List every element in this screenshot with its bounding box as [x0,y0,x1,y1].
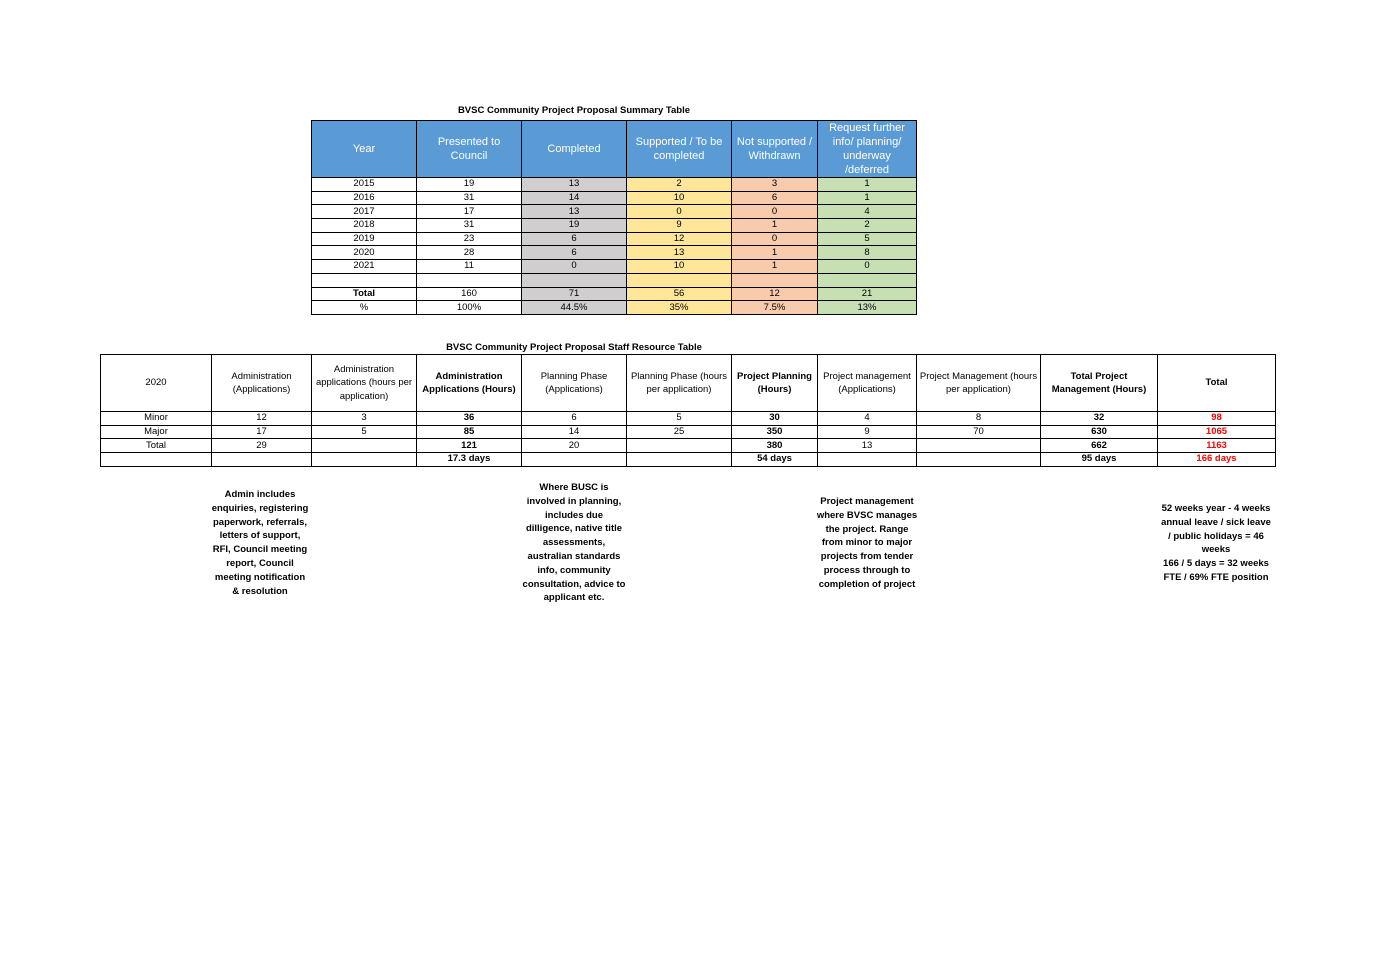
staff-row [101,425,1276,439]
summary-cell: 0 [732,205,818,219]
staff-cell: 17 [212,425,312,439]
staff-row [101,412,1276,426]
staff-table-title: BVSC Community Project Proposal Staff Resource Table [446,342,702,353]
staff-cell [627,439,732,453]
summary-cell: 2 [627,178,732,192]
summary-cell: 2 [818,219,917,233]
staff-header-pm-hours-per-app: Project Management (hours per application) [917,355,1041,412]
staff-cell: 14 [522,425,627,439]
summary-header-presented: Presented to Council [417,121,522,178]
summary-header-year: Year [312,121,417,178]
staff-cell: 54 days [732,453,818,467]
staff-header-row [101,355,1276,412]
summary-cell: 7.5% [732,301,818,315]
summary-header-not-supported: Not supported / Withdrawn [732,121,818,178]
summary-cell: 2016 [312,191,417,205]
summary-cell [522,273,627,287]
summary-row [312,260,917,274]
summary-cell: % [312,301,417,315]
staff-cell: 9 [818,425,917,439]
summary-cell [732,273,818,287]
summary-header-completed: Completed [522,121,627,178]
summary-row [312,205,917,219]
staff-cell: 3 [312,412,417,426]
staff-cell [627,453,732,467]
summary-cell: 17 [417,205,522,219]
summary-cell [818,273,917,287]
summary-cell: 13 [522,178,627,192]
summary-row [312,287,917,301]
staff-cell [312,453,417,467]
summary-cell: 4 [818,205,917,219]
summary-cell: 21 [818,287,917,301]
staff-cell [818,453,917,467]
project-management-note: Project management where BVSC manages the project. Range from minor to major projects from tender process through to completion of project [816,496,918,590]
staff-header-admin-applications: Administration (Applications) [212,355,312,412]
summary-cell: 5 [818,232,917,246]
summary-cell: 9 [627,219,732,233]
staff-cell: 36 [417,412,522,426]
staff-cell: 25 [627,425,732,439]
summary-cell: 0 [732,232,818,246]
staff-header-year: 2020 [101,355,212,412]
summary-cell: 8 [818,246,917,260]
staff-cell: 166 days [1158,453,1276,467]
staff-cell: 85 [417,425,522,439]
summary-cell: 1 [732,246,818,260]
staff-cell: 350 [732,425,818,439]
staff-cell [917,439,1041,453]
summary-cell: 12 [627,232,732,246]
summary-cell: 35% [627,301,732,315]
planning-note: Where BUSC is involved in planning, includes due dilligence, native title assessments, australian standards info, community consultation, advice to applicant etc. [522,482,626,604]
summary-cell: 13 [627,246,732,260]
summary-row [312,273,917,287]
summary-cell: 2020 [312,246,417,260]
summary-cell: 13% [818,301,917,315]
fte-note: 52 weeks year - 4 weeks annual leave / sick leave / public holidays = 46 weeks 166 / 5 days = 32 weeks FTE / 69% FTE position [1161,503,1271,583]
summary-row [312,219,917,233]
summary-cell: 0 [522,260,627,274]
staff-header-project-planning-hours: Project Planning (Hours) [732,355,818,412]
summary-cell: 31 [417,191,522,205]
staff-cell: 17.3 days [417,453,522,467]
staff-cell: 1065 [1158,425,1276,439]
summary-cell: 13 [522,205,627,219]
staff-cell [212,453,312,467]
summary-cell: 28 [417,246,522,260]
summary-cell: 0 [627,205,732,219]
staff-row [101,453,1276,467]
summary-cell: 10 [627,191,732,205]
summary-cell [312,273,417,287]
staff-cell: 12 [212,412,312,426]
staff-cell: 13 [818,439,917,453]
staff-resource-table [100,354,1276,467]
staff-cell [917,453,1041,467]
staff-cell: 70 [917,425,1041,439]
summary-table [311,120,917,315]
summary-cell: 2015 [312,178,417,192]
staff-header-planning-hours-per-app: Planning Phase (hours per application) [627,355,732,412]
summary-cell: 1 [732,219,818,233]
staff-cell [522,453,627,467]
staff-cell: 8 [917,412,1041,426]
summary-header-row [312,121,917,178]
staff-cell: 29 [212,439,312,453]
staff-cell: 4 [818,412,917,426]
summary-cell: 2019 [312,232,417,246]
staff-cell: 95 days [1041,453,1158,467]
summary-cell: 56 [627,287,732,301]
summary-cell: 6 [522,246,627,260]
staff-cell: Total [101,439,212,453]
staff-header-total-pm-hours: Total Project Management (Hours) [1041,355,1158,412]
summary-cell [417,273,522,287]
summary-row [312,301,917,315]
summary-cell: 0 [818,260,917,274]
summary-cell: 71 [522,287,627,301]
staff-cell: 662 [1041,439,1158,453]
summary-cell: 160 [417,287,522,301]
staff-cell: 6 [522,412,627,426]
staff-cell: 20 [522,439,627,453]
staff-cell: 121 [417,439,522,453]
summary-cell: 2021 [312,260,417,274]
summary-cell: 19 [417,178,522,192]
summary-cell: 31 [417,219,522,233]
admin-note: Admin includes enquiries, registering paperwork, referrals, letters of support, RFI, Council meeting report, Council meeting notification & resolution [211,489,309,597]
summary-cell: 11 [417,260,522,274]
summary-header-request: Request further info/ planning/ underway /deferred [818,121,917,178]
summary-cell: 3 [732,178,818,192]
staff-header-pm-applications: Project management (Applications) [818,355,917,412]
summary-cell: 12 [732,287,818,301]
summary-cell: 100% [417,301,522,315]
summary-cell: Total [312,287,417,301]
staff-cell: 1163 [1158,439,1276,453]
staff-row [101,439,1276,453]
summary-cell: 1 [818,191,917,205]
staff-cell [312,439,417,453]
staff-header-planning-applications: Planning Phase (Applications) [522,355,627,412]
summary-row [312,246,917,260]
staff-cell: 380 [732,439,818,453]
summary-cell: 19 [522,219,627,233]
summary-row [312,178,917,192]
staff-cell: Major [101,425,212,439]
staff-cell: 5 [312,425,417,439]
staff-cell: Minor [101,412,212,426]
summary-cell: 2018 [312,219,417,233]
summary-row [312,191,917,205]
staff-header-total: Total [1158,355,1276,412]
staff-cell: 630 [1041,425,1158,439]
summary-cell: 10 [627,260,732,274]
summary-cell: 2017 [312,205,417,219]
summary-table-title: BVSC Community Project Proposal Summary Table [457,105,691,116]
summary-row [312,232,917,246]
staff-header-admin-hours: Administration Applications (Hours) [417,355,522,412]
summary-cell [627,273,732,287]
staff-cell: 98 [1158,412,1276,426]
summary-cell: 1 [818,178,917,192]
summary-header-supported: Supported / To be completed [627,121,732,178]
summary-cell: 44.5% [522,301,627,315]
summary-cell: 6 [732,191,818,205]
summary-cell: 14 [522,191,627,205]
staff-cell [101,453,212,467]
staff-cell: 32 [1041,412,1158,426]
summary-cell: 23 [417,232,522,246]
staff-header-admin-hours-per-app: Administration applications (hours per application) [312,355,417,412]
summary-cell: 1 [732,260,818,274]
summary-cell: 6 [522,232,627,246]
staff-cell: 5 [627,412,732,426]
staff-cell: 30 [732,412,818,426]
